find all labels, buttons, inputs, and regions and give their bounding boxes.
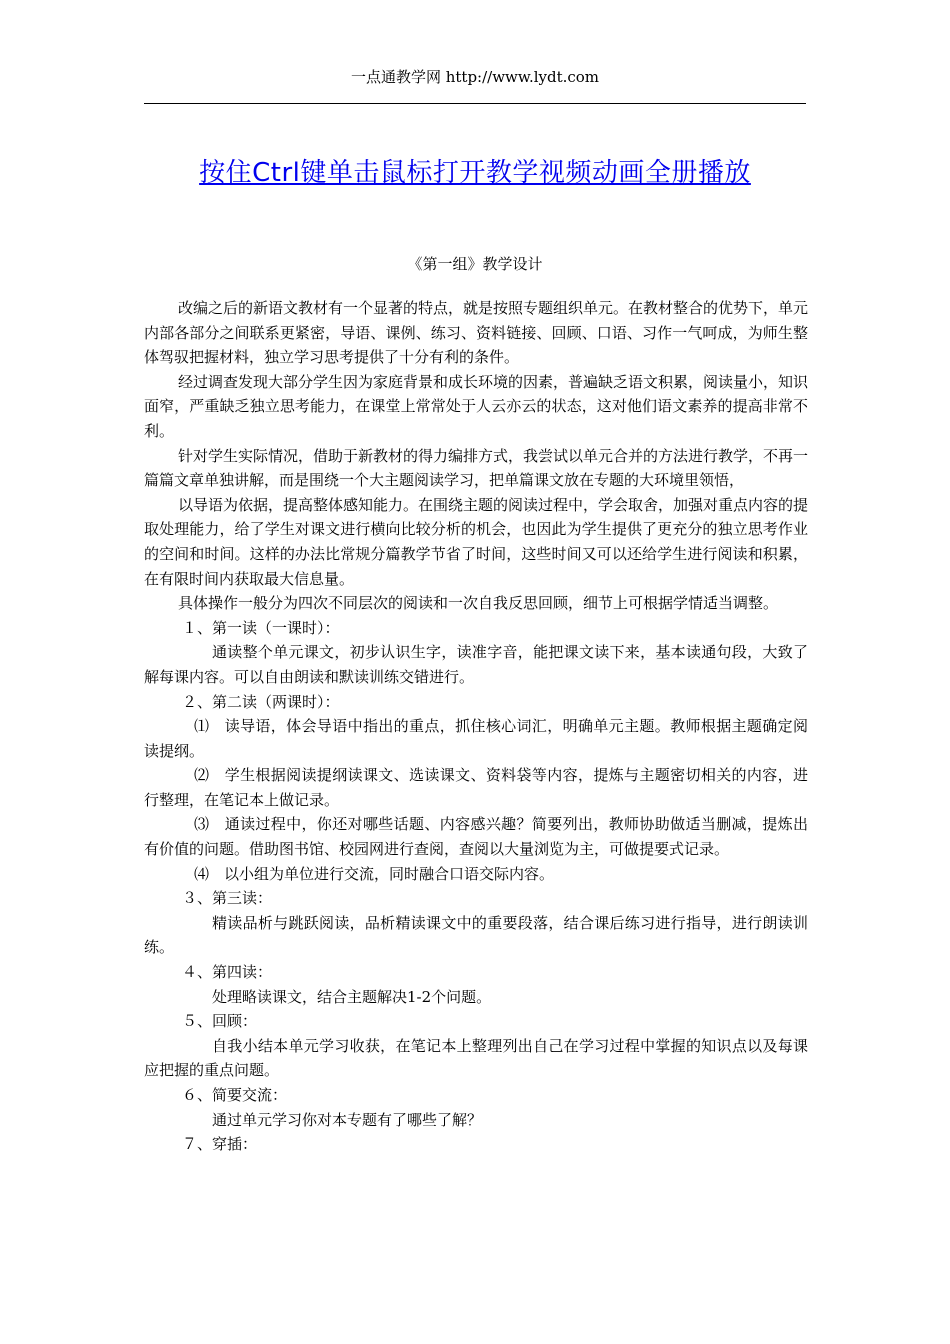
document-subtitle: 《第一组》教学设计 — [407, 255, 543, 273]
step-1-label: １、第一读（一课时）： — [182, 618, 340, 637]
step-2-sub-item: ⑴ 读导语，体会导语中指出的重点，抓住核心词汇，明确单元主题。教师根据主题确定阅读提纲。 — [144, 717, 808, 760]
step-2-label: ２、第二读（两课时）： — [182, 692, 340, 711]
step-6-body: 通过单元学习你对本专题有了哪些了解？ — [212, 1110, 483, 1129]
step-2-sub-item: ⑵ 学生根据阅读提纲读课文、选读课文、资料袋等内容，提炼与主题密切相关的内容，进行整理，在笔记本上做记录。 — [144, 766, 808, 809]
paragraph: 针对学生实际情况，借助于新教材的得力编排方式，我尝试以单元合并的方法进行教学，不再一篇篇文章单独讲解，而是围绕一个大主题阅读学习，把单篇课文放在专题的大环境里领悟， — [144, 446, 809, 490]
step-3-body: 精读品析与跳跃阅读，品析精读课文中的重要段落，结合课后练习进行指导，进行朗读训练。 — [144, 913, 808, 957]
step-4-label: ４、第四读： — [182, 963, 273, 982]
video-playback-link[interactable]: 按住Ctrl键单击鼠标打开教学视频动画全册播放 — [199, 158, 751, 188]
step-2-sub-item: ⑷ 以小组为单位进行交流，同时融合口语交际内容。 — [194, 864, 555, 883]
paragraph: 具体操作一般分为四次不同层次的阅读和一次自我反思回顾，细节上可根据学情适当调整。 — [178, 594, 779, 613]
step-4-body: 处理略读课文，结合主题解决1-2个问题。 — [212, 987, 492, 1006]
step-2-sub-item: ⑶ 通读过程中，你还对哪些话题、内容感兴趣？简要列出，教师协助做适当删减，提炼出有价值的问题。借助图书馆、校园网进行查阅，查阅以大量浏览为主，可做提要式记录。 — [144, 815, 808, 859]
step-6-label: ６、简要交流： — [182, 1086, 288, 1104]
paragraph: 以导语为依据，提高整体感知能力。在围绕主题的阅读过程中，学会取舍，加强对重点内容的提取处理能力，给了学生对课文进行横向比较分析的机会，也因此为学生提供了更充分的独立思考作业的空间和时间。这样的办法比常规分篇教学节省了时间，这些时间又可以还给学生进行阅读和积累，在有限时间内获取最大信息量。 — [144, 495, 809, 588]
page-header: 一点通教学网 http://www.lydt.com — [350, 68, 600, 86]
paragraph: 改编之后的新语文教材有一个显著的特点，就是按照专题组织单元。在教材整合的优势下，单元内部各部分之间联系更紧密，导语、课例、练习、资料链接、回顾、口语、习作一气呵成，为师生整体驾驭把握材料，独立学习思考提供了十分有利的条件。 — [144, 299, 809, 367]
header-divider — [144, 103, 806, 104]
document-body — [144, 296, 808, 1157]
step-5-body: 自我小结本单元学习收获，在笔记本上整理列出自己在学习过程中掌握的知识点以及每课应把握的重点问题。 — [144, 1036, 808, 1080]
step-1-body: 通读整个单元课文，初步认识生字，读准字音，能把课文读下来，基本读通句段，大致了解每课内容。可以自由朗读和默读训练交错进行。 — [144, 643, 808, 686]
step-5-label: ５、回顾： — [182, 1012, 258, 1031]
step-7-label: ７、穿插： — [182, 1135, 258, 1154]
paragraph: 经过调查发现大部分学生因为家庭背景和成长环境的因素，普遍缺乏语文积累，阅读量小，知识面窄，严重缺乏独立思考能力，在课堂上常常处于人云亦云的状态，这对他们语文素养的提高非常不利。 — [144, 372, 809, 440]
step-3-label: ３、第三读： — [182, 889, 273, 908]
